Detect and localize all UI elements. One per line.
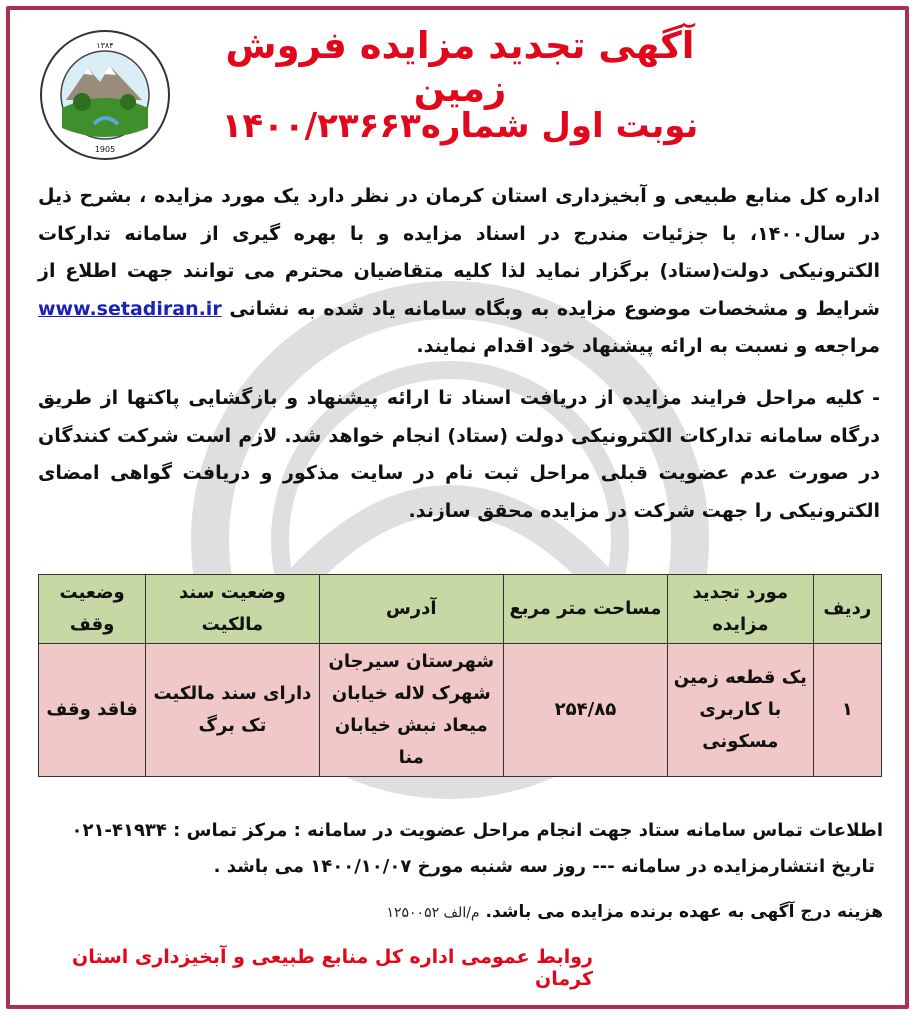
header-row-number: ردیف xyxy=(813,575,881,644)
svg-text:۱۳۸۴: ۱۳۸۴ xyxy=(96,41,114,50)
cell-waqf-status: فاقد وقف xyxy=(39,644,146,777)
auction-table xyxy=(38,574,882,777)
ad-cost-note xyxy=(38,902,883,922)
cell-row-number: ۱ xyxy=(813,644,881,777)
table-header-row xyxy=(39,575,882,644)
forests-organization-logo-icon xyxy=(38,28,173,163)
page-title: آگهی تجدید مزایده فروش زمین xyxy=(225,24,695,110)
svg-text:1905: 1905 xyxy=(94,145,116,154)
table-row xyxy=(39,644,882,777)
setadiran-link[interactable]: www.setadiran.ir xyxy=(38,297,222,320)
cell-address: شهرستان سیرجان شهرک لاله خیابان میعاد نبش خیابان منا xyxy=(319,644,503,777)
header-deed-status: وضعیت سند مالکیت xyxy=(146,575,319,644)
contact-info: اطلاعات تماس سامانه ستاد جهت انجام مراحل عضویت در سامانه : مرکز تماس : ۴۱۹۳۴-۰۲۱ xyxy=(71,820,883,841)
reference-code: م/الف ۱۲۵۰۰۵۲ xyxy=(386,905,480,921)
paragraph-intro-text: اداره کل منابع طبیعی و آبخیزداری استان کرمان در نظر دارد یک مورد مزایده ، بشرح ذیل در سال۱۴۰۰، با جزئیات مندرج در اسناد مزایده و با بهره گیری از سامانه تدارکات الکترونیکی دولت(ستاد) برگزار نماید لذا کلیه متقاضیان محترم می توانند جهت اطلاع از شرایط و مشخصات موضوع مزایده به وبگاه سامانه یاد شده به نشانی xyxy=(38,185,881,320)
header-area: مساحت متر مربع xyxy=(503,575,667,644)
ad-cost-text: هزینه درج آگهی به عهده برنده مزایده می باشد. xyxy=(485,902,883,922)
public-relations-signature: روابط عمومی اداره کل منابع طبیعی و آبخیزداری استان کرمان xyxy=(72,946,593,990)
cell-area: ۲۵۴/۸۵ xyxy=(503,644,667,777)
paragraph-intro-end: مراجعه و نسبت به ارائه پیشنهاد خود اقدام نمایند. xyxy=(416,335,880,357)
header-item: مورد تجدید مزایده xyxy=(668,575,814,644)
header-waqf-status: وضعیت وقف xyxy=(39,575,146,644)
cell-deed-status: دارای سند مالکیت تک برگ xyxy=(146,644,319,777)
paragraph-process: - کلیه مراحل فرایند مزایده از دریافت اسناد تا ارائه پیشنهاد و بازگشایی پاکتها از طریق درگاه سامانه تدارکات الکترونیکی دولت (ستاد) انجام خواهد شد. لازم است شرکت کنندگان در صورت عدم عضویت قبلی مراحل ثبت نام در سایت مذکور و دریافت گواهی امضای الکترونیکی را جهت شرکت در مزایده محقق سازند. xyxy=(38,387,880,522)
announcement-number: نوبت اول شماره۱۴۰۰/۲۳۶۶۳ xyxy=(221,106,699,146)
publish-date: تاریخ انتشارمزایده در سامانه --- روز سه شنبه مورخ ۱۴۰۰/۱۰/۰۷ می باشد . xyxy=(213,856,875,877)
paragraph-intro xyxy=(38,178,880,366)
cell-item: یک قطعه زمین با کاربری مسکونی xyxy=(668,644,814,777)
organization-logo xyxy=(38,28,173,163)
header-address: آدرس xyxy=(319,575,503,644)
